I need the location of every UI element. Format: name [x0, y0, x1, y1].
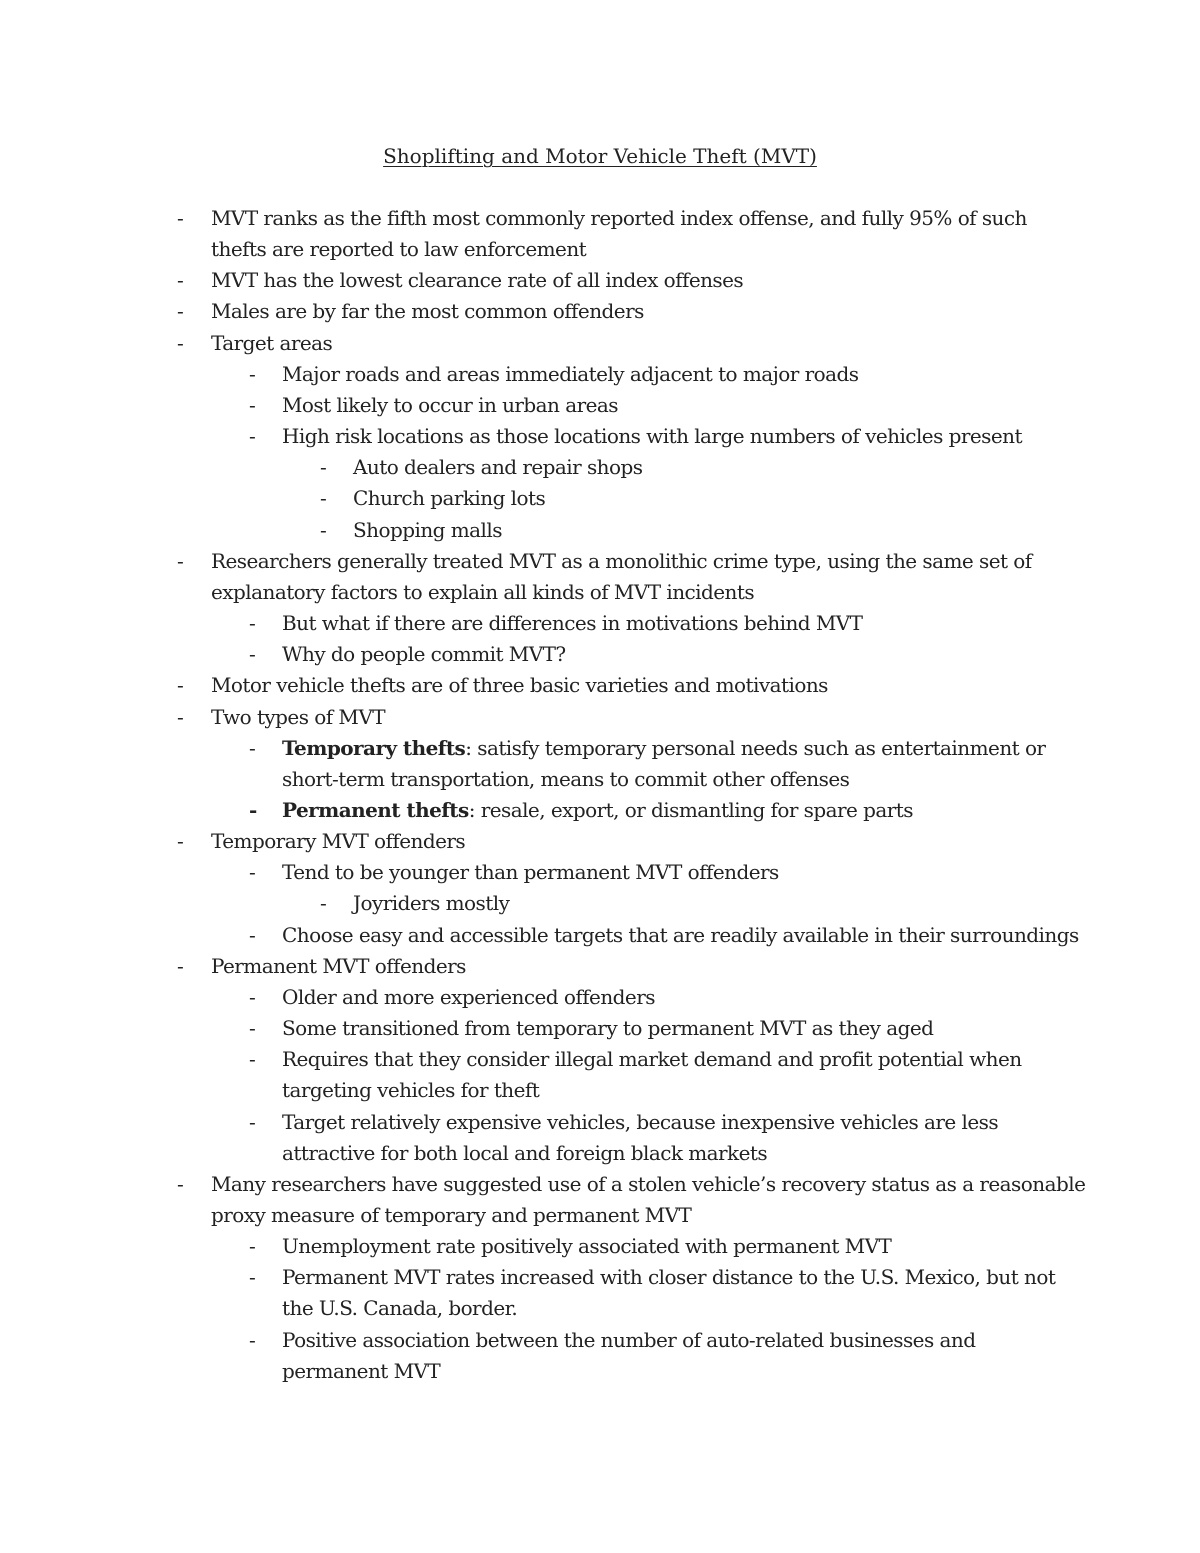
bullet-text: Permanent MVT rates increased with closer distance to the U.S. Mexico, but not the U.S. Canada, border. — [282, 1265, 1056, 1321]
bullet-text: MVT has the lowest clearance rate of all index offenses — [211, 268, 744, 293]
bullet-item — [0, 826, 1200, 857]
sub-bullet-item — [0, 1107, 1200, 1169]
dash-marker: - — [249, 392, 256, 417]
bullet-list — [0, 203, 1200, 1387]
bullet-text: Shopping malls — [353, 517, 502, 542]
bullet-text: Temporary MVT offenders — [211, 829, 466, 854]
bullet-text: Why do people commit MVT? — [282, 642, 566, 667]
dash-marker: - — [249, 1047, 256, 1072]
sub-bullet-item — [0, 1044, 1200, 1106]
sub-bullet-item — [0, 857, 1200, 888]
term-definition: : satisfy temporary personal needs such as entertainment or short-term transportation, means to commit other offenses — [282, 735, 1046, 791]
bullet-text: Requires that they consider illegal market demand and profit potential when targeting vehicles for theft — [282, 1047, 1022, 1103]
dash-marker: - — [249, 1234, 256, 1259]
bullet-item — [0, 203, 1200, 265]
bullet-text: Researchers generally treated MVT as a monolithic crime type, using the same set of explanatory factors to explain all kinds of MVT incidents — [211, 548, 1032, 604]
dash-marker: - — [177, 206, 184, 230]
dash-marker: - — [249, 1109, 256, 1134]
dash-marker: - — [249, 735, 256, 760]
sub-bullet-item — [0, 639, 1200, 670]
sub-sub-bullet-item — [0, 483, 1200, 514]
dash-marker: - — [249, 922, 256, 947]
bullet-text: Most likely to occur in urban areas — [282, 392, 618, 417]
dash-marker: - — [320, 455, 327, 480]
dash-marker: - — [249, 797, 257, 822]
sub-bullet-item — [0, 795, 1200, 826]
dash-marker: - — [249, 611, 256, 636]
sub-sub-bullet-item — [0, 515, 1200, 546]
bullet-text: Unemployment rate positively associated with permanent MVT — [282, 1234, 892, 1259]
dash-marker: - — [249, 424, 256, 449]
bullet-text: Choose easy and accessible targets that are readily available in their surroundings — [282, 922, 1079, 947]
dash-marker: - — [177, 953, 184, 978]
term-temporary-thefts: Temporary thefts — [282, 735, 466, 760]
dash-marker: - — [249, 1265, 256, 1290]
bullet-text: High risk locations as those locations with large numbers of vehicles present — [282, 424, 1022, 449]
bullet-text: Target areas — [211, 330, 333, 355]
dash-marker: - — [177, 829, 184, 854]
dash-marker: - — [177, 268, 184, 293]
dash-marker: - — [177, 330, 184, 355]
bullet-text: Older and more experienced offenders — [282, 984, 655, 1009]
sub-bullet-item — [0, 359, 1200, 390]
sub-bullet-item — [0, 1325, 1200, 1387]
bullet-text: Joyriders mostly — [353, 891, 510, 916]
bullet-text: Positive association between the number of auto-related businesses and permanent MVT — [282, 1327, 976, 1383]
bullet-item — [0, 1169, 1200, 1231]
sub-bullet-item — [0, 920, 1200, 951]
dash-marker: - — [320, 517, 327, 542]
bullet-text — [282, 733, 1070, 795]
sub-bullet-item — [0, 1013, 1200, 1044]
dash-marker: - — [249, 984, 256, 1009]
dash-marker: - — [249, 1327, 256, 1352]
bullet-text: Permanent MVT offenders — [211, 953, 466, 978]
bullet-item — [0, 328, 1200, 359]
bullet-text: Some transitioned from temporary to permanent MVT as they aged — [282, 1016, 934, 1041]
bullet-text: Motor vehicle thefts are of three basic varieties and motivations — [211, 673, 828, 698]
dash-marker: - — [249, 642, 256, 667]
sub-sub-bullet-item — [0, 452, 1200, 483]
bullet-text: Two types of MVT — [211, 704, 386, 729]
bullet-item — [0, 296, 1200, 327]
dash-marker: - — [320, 891, 327, 916]
sub-sub-bullet-item — [0, 888, 1200, 919]
sub-bullet-item — [0, 421, 1200, 452]
sub-bullet-item — [0, 1262, 1200, 1324]
document-title: Shoplifting and Motor Vehicle Theft (MVT) — [383, 144, 817, 168]
bullet-text: Church parking lots — [353, 486, 546, 511]
bullet-text: Target relatively expensive vehicles, because inexpensive vehicles are less attractive for both local and foreign black markets — [282, 1109, 999, 1165]
bullet-item — [0, 265, 1200, 296]
bullet-text: But what if there are differences in motivations behind MVT — [282, 611, 863, 636]
sub-bullet-item — [0, 982, 1200, 1013]
dash-marker: - — [177, 673, 184, 698]
bullet-item — [0, 951, 1200, 982]
bullet-text: Males are by far the most common offenders — [211, 299, 644, 324]
dash-marker: - — [177, 548, 184, 573]
dash-marker: - — [320, 486, 327, 511]
bullet-text — [282, 795, 1070, 826]
bullet-text: Tend to be younger than permanent MVT offenders — [282, 860, 779, 885]
dash-marker: - — [177, 1171, 184, 1196]
sub-bullet-item — [0, 733, 1200, 795]
term-definition: : resale, export, or dismantling for spare parts — [468, 797, 913, 822]
dash-marker: - — [249, 361, 256, 386]
sub-bullet-item — [0, 390, 1200, 421]
sub-bullet-item — [0, 608, 1200, 639]
dash-marker: - — [177, 299, 184, 324]
bullet-text: Many researchers have suggested use of a stolen vehicle’s recovery status as a reasonable proxy measure of temporary and permanent MVT — [211, 1171, 1086, 1227]
bullet-item — [0, 670, 1200, 701]
sub-bullet-item — [0, 1231, 1200, 1262]
dash-marker: - — [177, 704, 184, 729]
term-permanent-thefts: Permanent thefts — [282, 797, 469, 822]
bullet-text: Auto dealers and repair shops — [353, 455, 643, 480]
dash-marker: - — [249, 860, 256, 885]
dash-marker: - — [249, 1016, 256, 1041]
bullet-text: Major roads and areas immediately adjacent to major roads — [282, 361, 859, 386]
bullet-text: MVT ranks as the fifth most commonly reported index offense, and fully 95% of such thefts are reported to law enforcement — [211, 206, 1027, 262]
bullet-item — [0, 546, 1200, 608]
bullet-item — [0, 702, 1200, 733]
